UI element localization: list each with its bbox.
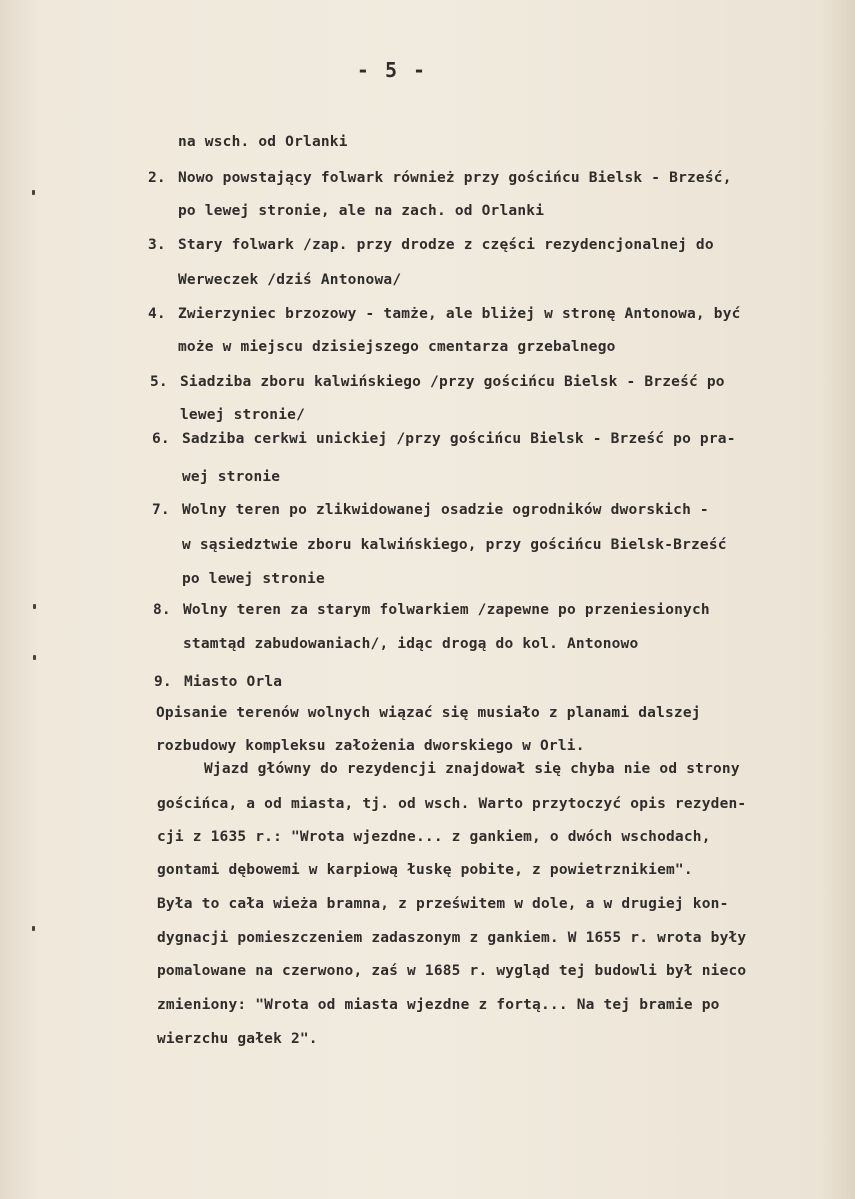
- text-line: [182, 469, 280, 485]
- item-number: 4.: [148, 306, 166, 322]
- list-item: [150, 374, 725, 390]
- line-text: Wjazd główny do rezydencji znajdował się chyba nie od strony: [204, 761, 740, 777]
- line-text: Wolny teren za starym folwarkiem /zapewne po przeniesionych: [183, 602, 710, 618]
- text-line: [204, 761, 740, 777]
- list-item: [148, 237, 714, 253]
- item-number: 7.: [152, 502, 170, 518]
- margin-mark: [32, 926, 35, 931]
- text-line: [157, 997, 720, 1013]
- text-line: [156, 738, 585, 754]
- text-line: [178, 203, 544, 219]
- text-line: [180, 407, 305, 423]
- text-line: [182, 571, 325, 587]
- line-text: Zwierzyniec brzozowy - tamże, ale bliżej w stronę Antonowa, być: [178, 306, 741, 322]
- line-text: stamtąd zabudowaniach/, idąc drogą do kol. Antonowo: [183, 636, 639, 652]
- line-text: Nowo powstający folwark również przy gościńcu Bielsk - Brześć,: [178, 170, 732, 186]
- line-text: w sąsiedztwie zboru kalwińskiego, przy gościńcu Bielsk-Brześć: [182, 537, 727, 553]
- line-text: może w miejscu dzisiejszego cmentarza grzebalnego: [178, 339, 616, 355]
- page-number: - 5 -: [356, 58, 428, 82]
- line-text: lewej stronie/: [180, 407, 306, 423]
- line-text: wierzchu gałek 2".: [157, 1031, 318, 1047]
- margin-mark: [33, 655, 36, 660]
- text-line: [157, 829, 711, 845]
- text-line: [178, 134, 348, 150]
- line-text: gontami dębowemi w karpiową łuskę pobite, z powietrznikiem".: [157, 862, 693, 878]
- line-text: Miasto Orla: [184, 674, 283, 690]
- text-line: [183, 636, 638, 652]
- margin-mark: [33, 604, 36, 609]
- item-number: 5.: [150, 374, 168, 390]
- line-text: Werweczek /dziś Antonowa/: [178, 272, 402, 288]
- item-number: 2.: [148, 170, 166, 186]
- text-line: [156, 705, 701, 721]
- text-line: [178, 339, 616, 355]
- item-number: 8.: [153, 602, 171, 618]
- text-line: [157, 963, 746, 979]
- line-text: Sadziba cerkwi unickiej /przy gościńcu Bielsk - Brześć po pra-: [182, 431, 736, 447]
- list-item: [148, 170, 732, 186]
- line-text: Siadziba zboru kalwińskiego /przy gościńcu Bielsk - Brześć po: [180, 374, 725, 390]
- list-item: [152, 502, 709, 518]
- line-text: dygnacji pomieszczeniem zadaszonym z gankiem. W 1655 r. wrota były: [157, 930, 747, 946]
- line-text: po lewej stronie: [182, 571, 325, 587]
- line-text: Wolny teren po zlikwidowanej osadzie ogrodników dworskich -: [182, 502, 709, 518]
- text-line: [157, 862, 693, 878]
- list-item: [148, 306, 741, 322]
- text-line: [182, 537, 727, 553]
- line-text: wej stronie: [182, 469, 281, 485]
- line-text: pomalowane na czerwono, zaś w 1685 r. wygląd tej budowli był nieco: [157, 963, 747, 979]
- line-text: Opisanie terenów wolnych wiązać się musiało z planami dalszej: [156, 705, 701, 721]
- list-item: [152, 431, 736, 447]
- item-number: 3.: [148, 237, 166, 253]
- line-text: rozbudowy kompleksu założenia dworskiego w Orli.: [156, 738, 585, 754]
- item-number: 9.: [154, 674, 172, 690]
- text-line: [157, 930, 746, 946]
- line-text: Była to cała wieża bramna, z prześwitem w dole, a w drugiej kon-: [157, 896, 729, 912]
- list-item: [153, 602, 710, 618]
- text-line: [178, 272, 401, 288]
- text-line: [157, 1031, 318, 1047]
- line-text: na wsch. od Orlanki: [178, 134, 348, 150]
- list-item: [154, 674, 282, 690]
- line-text: zmieniony: "Wrota od miasta wjezdne z fortą... Na tej bramie po: [157, 997, 720, 1013]
- text-line: [157, 896, 729, 912]
- item-number: 6.: [152, 431, 170, 447]
- margin-mark: [32, 190, 35, 195]
- line-text: cji z 1635 r.: "Wrota wjezdne... z gankiem, o dwóch wschodach,: [157, 829, 711, 845]
- line-text: gościńca, a od miasta, tj. od wsch. Warto przytoczyć opis rezyden-: [157, 796, 747, 812]
- text-line: [157, 796, 746, 812]
- line-text: Stary folwark /zap. przy drodze z części rezydencjonalnej do: [178, 237, 714, 253]
- line-text: po lewej stronie, ale na zach. od Orlanki: [178, 203, 545, 219]
